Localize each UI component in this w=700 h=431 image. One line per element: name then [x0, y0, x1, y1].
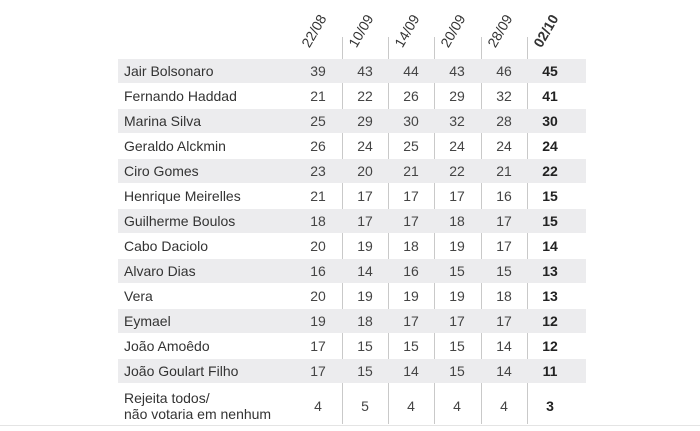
candidate-name: Fernando Haddad [124, 88, 237, 104]
table-cell: 17 [310, 363, 326, 379]
candidate-name: João Goulart Filho [124, 363, 239, 379]
candidate-name: Marina Silva [124, 113, 202, 129]
column-header: 28/09 [484, 11, 516, 51]
table-cell: 43 [357, 63, 373, 79]
column-header: 10/09 [345, 11, 377, 51]
table-cell: 15 [449, 263, 465, 279]
table-cell: 11 [542, 363, 558, 379]
table-cell: 13 [542, 263, 558, 279]
candidate-name: João Amoêdo [124, 338, 210, 354]
candidate-name: Henrique Meirelles [124, 188, 241, 204]
table-cell: 17 [496, 213, 512, 229]
table-cell: 17 [496, 238, 512, 254]
candidate-name [124, 390, 271, 422]
table-cell: 41 [542, 88, 558, 104]
table-cell: 14 [496, 363, 512, 379]
table-cell: 4 [314, 398, 322, 414]
column-header: 14/09 [391, 11, 423, 51]
table-cell: 18 [449, 213, 465, 229]
table-cell: 4 [453, 398, 461, 414]
column-header: 22/08 [298, 11, 330, 51]
candidate-name: Guilherme Boulos [124, 213, 236, 229]
table-cell: 14 [357, 263, 373, 279]
table-cell: 46 [496, 63, 512, 79]
table-cell: 39 [310, 63, 326, 79]
table-cell: 22 [449, 163, 465, 179]
candidate-name: Ciro Gomes [124, 163, 199, 179]
table-cell: 13 [542, 288, 558, 304]
table-cell: 16 [403, 263, 419, 279]
table-cell: 20 [310, 288, 326, 304]
candidate-name: Cabo Daciolo [124, 238, 209, 254]
table-cell: 29 [449, 88, 465, 104]
table-cell: 18 [496, 288, 512, 304]
table-cell: 19 [310, 313, 326, 329]
table-cell: 12 [542, 313, 558, 329]
table-cell: 3 [546, 398, 554, 414]
table-cell: 29 [357, 113, 373, 129]
candidate-name: Geraldo Alckmin [124, 138, 226, 154]
table-cell: 21 [403, 163, 419, 179]
table-cell: 44 [403, 63, 419, 79]
table-cell: 16 [496, 188, 512, 204]
table-cell: 17 [449, 188, 465, 204]
candidate-name: Eymael [124, 313, 171, 329]
table-cell: 32 [449, 113, 465, 129]
candidate-name-line: Rejeita todos/ [124, 390, 210, 406]
table-cell: 16 [310, 263, 326, 279]
table-cell: 17 [496, 313, 512, 329]
table-cell: 12 [542, 338, 558, 354]
table-cell: 45 [542, 63, 558, 79]
table-cell: 15 [542, 213, 558, 229]
table-cell: 21 [310, 88, 326, 104]
table-cell: 14 [542, 238, 558, 254]
table-cell: 5 [361, 398, 369, 414]
table-cell: 15 [357, 338, 373, 354]
table-cell: 30 [403, 113, 419, 129]
table-cell: 23 [310, 163, 326, 179]
table-cell: 19 [449, 288, 465, 304]
table-cell: 25 [310, 113, 326, 129]
table-cell: 17 [310, 338, 326, 354]
candidate-name: Jair Bolsonaro [124, 63, 214, 79]
table-cell: 19 [357, 238, 373, 254]
table-cell: 15 [449, 363, 465, 379]
table-cell: 26 [310, 138, 326, 154]
candidate-name: Vera [124, 288, 153, 304]
table-cell: 4 [407, 398, 415, 414]
table-cell: 43 [449, 63, 465, 79]
table-cell: 17 [403, 188, 419, 204]
table-cell: 24 [357, 138, 373, 154]
table-cell: 25 [403, 138, 419, 154]
table-cell: 17 [357, 188, 373, 204]
table-cell: 17 [357, 213, 373, 229]
candidate-name: Alvaro Dias [124, 263, 196, 279]
table-cell: 4 [500, 398, 508, 414]
table-cell: 15 [496, 263, 512, 279]
table-cell: 19 [403, 288, 419, 304]
table-cell: 15 [357, 363, 373, 379]
table-cell: 18 [310, 213, 326, 229]
table-cell: 21 [310, 188, 326, 204]
table-cell: 19 [449, 238, 465, 254]
table-cell: 21 [496, 163, 512, 179]
table-cell: 15 [542, 188, 558, 204]
table-cell: 14 [496, 338, 512, 354]
table-cell: 26 [403, 88, 419, 104]
table-cell: 24 [449, 138, 465, 154]
table-cell: 28 [496, 113, 512, 129]
column-header: 02/10 [530, 11, 562, 51]
table-cell: 18 [403, 238, 419, 254]
column-header: 20/09 [437, 11, 469, 51]
table-cell: 20 [310, 238, 326, 254]
table-cell: 17 [403, 313, 419, 329]
table-cell: 15 [403, 338, 419, 354]
table-cell: 19 [357, 288, 373, 304]
table-cell: 24 [496, 138, 512, 154]
table-cell: 30 [542, 113, 558, 129]
table-cell: 15 [449, 338, 465, 354]
table-cell: 18 [357, 313, 373, 329]
candidate-name-line: não votaria em nenhum [124, 406, 272, 422]
table-cell: 17 [449, 313, 465, 329]
table-cell: 22 [357, 88, 373, 104]
table-cell: 17 [403, 213, 419, 229]
table-cell: 32 [496, 88, 512, 104]
table-cell: 20 [357, 163, 373, 179]
table-cell: 14 [403, 363, 419, 379]
table-cell: 22 [542, 163, 558, 179]
bottom-divider [0, 425, 700, 426]
table-cell: 24 [542, 138, 558, 154]
